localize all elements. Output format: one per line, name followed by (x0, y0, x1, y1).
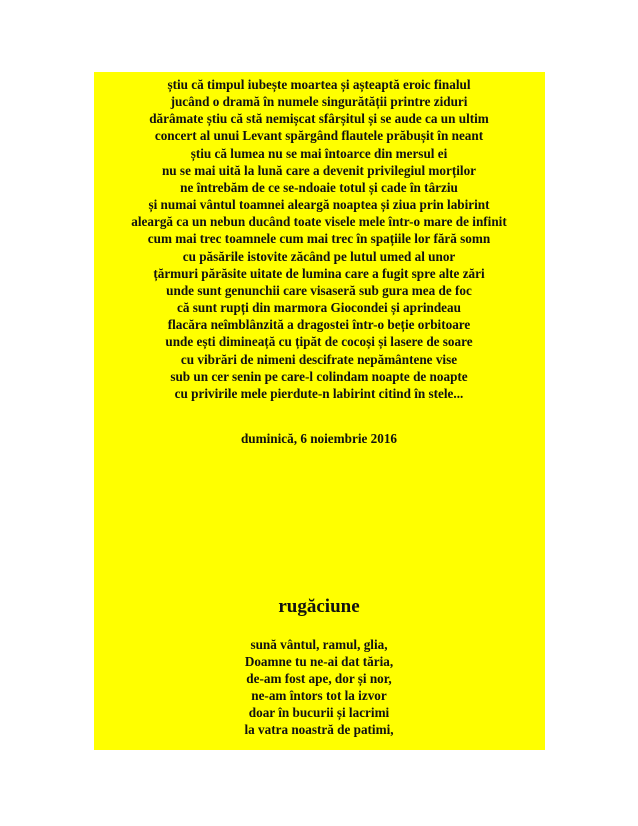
poem-line: știu că lumea nu se mai întoarce din mersul ei (190, 145, 448, 161)
poem-line: știu că timpul iubește moartea și așteaptă eroic finalul (167, 77, 471, 92)
poem-line: sună vântul, ramul, glia, (250, 637, 388, 652)
poem-line: cum mai trec toamnele cum mai trec în spațiile lor fără somn (147, 231, 491, 247)
poem-line: flacăra neîmblânzită a dragostei într-o beție orbitoare (167, 317, 471, 333)
poem-line: țărmuri părăsite uitate de lumina care a fugit spre alte zări (153, 265, 485, 281)
poem-line: concert al unui Levant spărgând flautele prăbușit în neant (154, 128, 484, 144)
poem-line: ne întrebăm de ce se-ndoaie totul și cade în târziu (180, 179, 458, 195)
poem-line: de-am fost ape, dor și nor, (246, 671, 392, 687)
poem-line: sub un cer senin pe care-l colindam noapte de noapte (170, 368, 468, 384)
poem-line: jucând o dramă în numele singurătății printre ziduri (170, 94, 468, 110)
poem-line: la vatra noastră de patimi, (244, 722, 394, 738)
poem-line: că sunt rupți din marmora Giocondei și aprindeau (177, 300, 461, 316)
poem-line: cu vibrări de nimeni descifrate nepământene vise (180, 351, 458, 367)
poem-date: duminică, 6 noiembrie 2016 (240, 431, 398, 446)
poem-line: nu se mai uită la lună care a devenit privilegiul morților (161, 162, 477, 178)
second-poem-body (0, 636, 638, 739)
poem-line: unde ești dimineață cu țipăt de cocoși și lasere de soare (165, 334, 473, 350)
poem-title: rugăciune (278, 596, 360, 617)
poem-line: dărâmate știu că stă nemișcat sfârșitul și se aude ca un ultim (149, 111, 489, 127)
poem-line: doar în bucurii și lacrimi (248, 705, 390, 721)
poem-line: aleargă ca un nebun ducând toate visele mele într-o mare de infinit (131, 214, 507, 230)
poem-line: cu privirile mele pierdute-n labirint citind în stele... (174, 385, 464, 401)
poem-line: Doamne tu ne-ai dat tăria, (244, 654, 394, 670)
poem-line: și numai vântul toamnei aleargă noaptea și ziua prin labirint (148, 197, 490, 213)
poem-body (0, 76, 638, 402)
poem-line: cu păsările istovite zăcând pe lutul umed al unor (182, 248, 456, 264)
poem-line: unde sunt genunchii care visaseră sub gura mea de foc (166, 282, 472, 298)
poem-line: ne-am întors tot la izvor (251, 688, 387, 704)
